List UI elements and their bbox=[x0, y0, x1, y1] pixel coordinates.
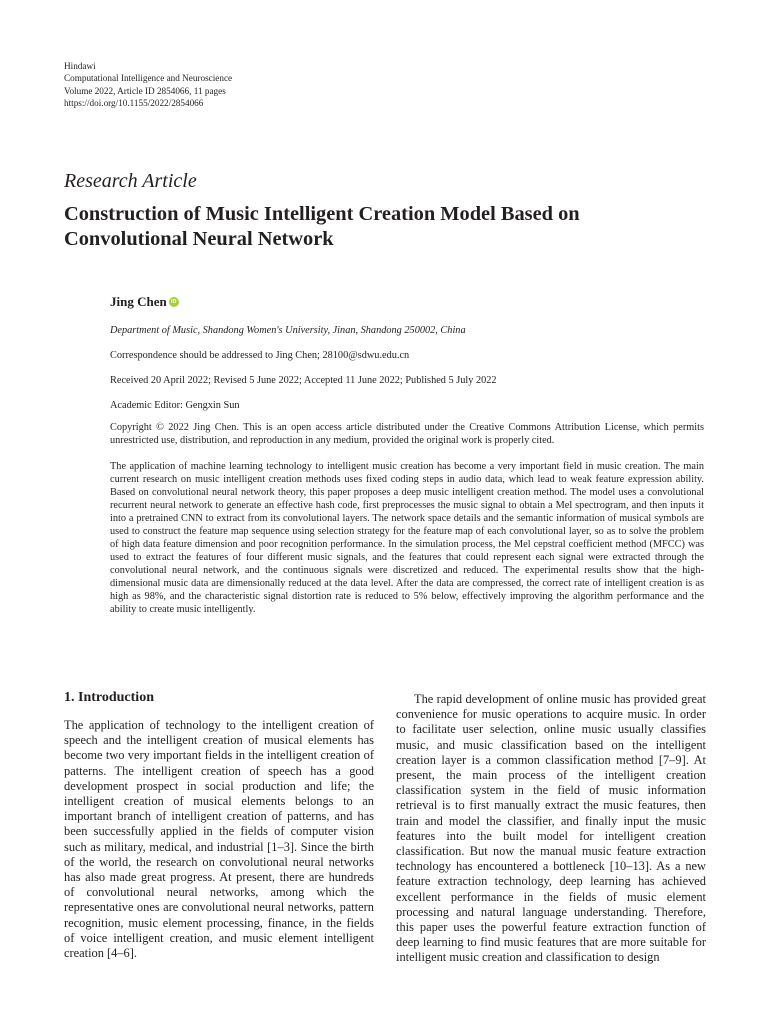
intro-paragraph-left: The application of technology to the intelligent creation of speech and the intelligent creation of musical elements has become two very important fields in the intelligent creation of patterns. The intelligent creation of speech has a good development prospect in social production and life; the intelligent creation of musical elements belongs to an important branch of intelligent creation of patterns, and has been successfully applied in the fields of computer vision such as military, medical, and industrial [1–3]. Since the birth of the world, the research on convolutional neural networks has also made great progress. At present, there are hundreds of convolutional neural networks, among which the representative ones are convolutional neural networks, pattern recognition, music element processing, finance, in the fields of voice intelligent creation, and music element intelligent creation [4–6]. bbox=[64, 718, 374, 961]
copyright-notice: Copyright © 2022 Jing Chen. This is an open access article distributed under the Creative Commons Attribution License, which permits unrestricted use, distribution, and reproduction in any medium, provided the original work is properly cited. bbox=[110, 422, 704, 447]
academic-editor: Academic Editor: Gengxin Sun bbox=[110, 400, 240, 411]
doi-link[interactable]: https://doi.org/10.1155/2022/2854066 bbox=[64, 97, 204, 108]
abstract: The application of machine learning technology to intelligent music creation has become a very important field in music creation. The main current research on music intelligent creation methods uses fixed coding steps in audio data, which lead to weak feature expression ability. Based on convolutional neural network theory, this paper proposes a deep music intelligent creation method. The model uses a convolutional recurrent neural network to generate an effective hash code, first preprocesses the music signal to obtain a Mel spectrogram, and then inputs it into a pretrained CNN to extract from its convolutional layers. The network space details and the semantic information of musical symbols are used to construct the feature map sequence using selection strategy for the feature map of each convolutional layer, so as to solve the problem of high data feature dimension and poor recognition performance. In the simulation process, the Mel cepstral coefficient method (MFCC) was used to extract the features of four different music signals, and the features that could represent each signal were extracted through the convolutional neural network, and the continuous signals were discretized and reduced. The experimental results show that the high-dimensional music data are dimensionally reduced at the data level. After the data are compressed, the correct rate of intelligent creation is as high as 98%, and the characteristic signal distortion rate is reduced to 5% below, effectively improving the algorithm performance and the ability to create music intelligently. bbox=[110, 461, 704, 615]
volume-info: Volume 2022, Article ID 2854066, 11 pages bbox=[64, 85, 226, 96]
article-type: Research Article bbox=[64, 170, 197, 192]
left-column bbox=[64, 690, 374, 961]
intro-paragraph-right: The rapid development of online music has provided great convenience for music operations to acquire music. In order to facilitate user selection, online music usually classifies music, and music classification based on the intelligent creation layer is a common classification method [7–9]. At present, the main process of the intelligent creation classification system in the field of music information retrieval is to first manually extract the music features, then train and model the classifier, and finally input the music features into the built model for intelligent creation classification. But now the manual music feature extraction technology has encountered a bottleneck [10–13]. As a new feature extraction technology, deep learning has achieved excellent performance in the fields of music element processing and natural language understanding. Therefore, this paper uses the powerful feature extraction function of deep learning to find music features that are more suitable for intelligent music creation and classification to design bbox=[396, 692, 706, 965]
affiliation: Department of Music, Shandong Women's University, Jinan, Shandong 250002, China bbox=[110, 325, 466, 336]
publisher-name: Hindawi bbox=[64, 61, 96, 71]
journal-header bbox=[64, 60, 232, 109]
section-heading: 1. Introduction bbox=[64, 690, 154, 705]
paper-title: Construction of Music Intelligent Creation Model Based on Convolutional Neural Network bbox=[64, 203, 580, 250]
publication-dates: Received 20 April 2022; Revised 5 June 2022; Accepted 11 June 2022; Published 5 July 2022 bbox=[110, 375, 497, 386]
journal-name: Computational Intelligence and Neuroscience bbox=[64, 73, 233, 84]
correspondence: Correspondence should be addressed to Jing Chen; 28100@sdwu.edu.cn bbox=[110, 350, 410, 361]
orcid-icon[interactable]: iD bbox=[169, 297, 179, 307]
right-column bbox=[396, 692, 706, 966]
author-line bbox=[110, 295, 710, 308]
author-name: Jing Chen bbox=[110, 294, 167, 309]
